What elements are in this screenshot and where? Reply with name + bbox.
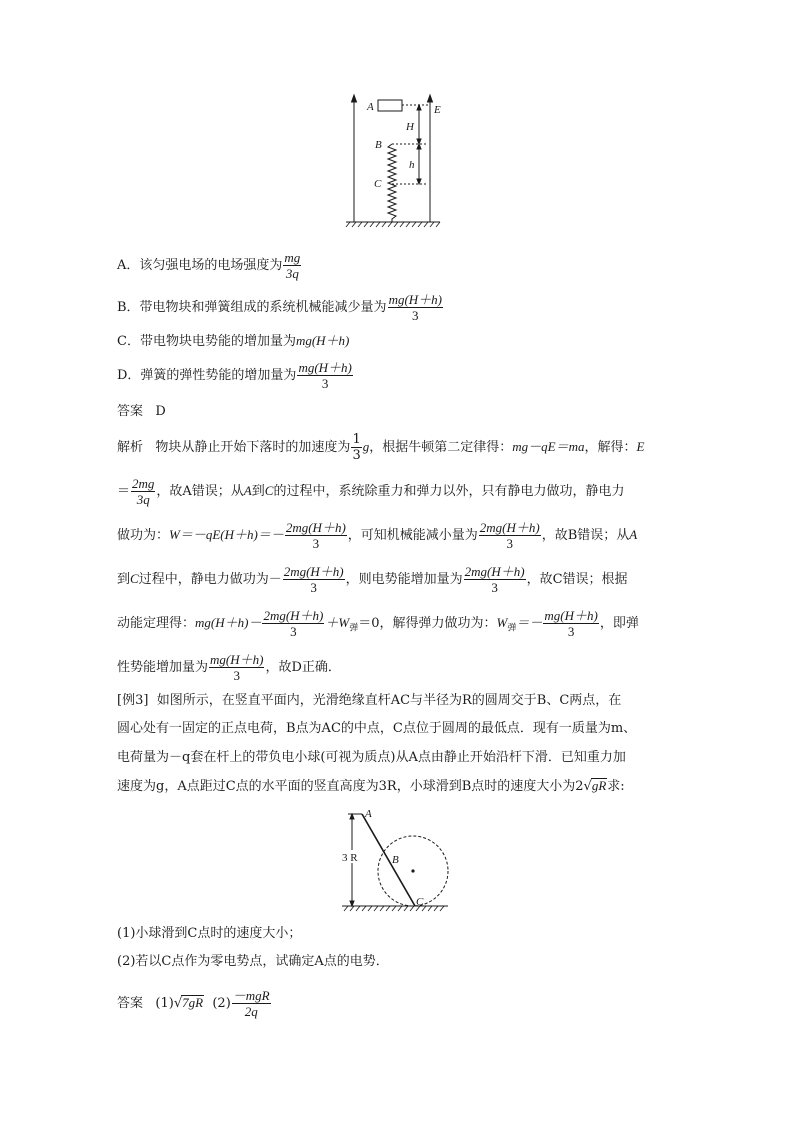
- fraction: $\frac{2mg(H+h)}{3}$: [285, 520, 346, 551]
- fraction: $\frac{2mg(H+h)}{3}$: [263, 608, 324, 639]
- option-c: C．带电物块电势能的增加量为mg(H＋h): [117, 333, 350, 349]
- analysis-line-5: 动能定理得：mg(H＋h)－ $\frac{2mg(H+h)}{3}$ $+W_弹=0$，解得弹力做功为：$W_弹=-$ $\frac{mg(H+h)}{3}$ ，即弹: [117, 608, 639, 639]
- label-e: E: [434, 104, 441, 116]
- fraction: $\frac{2mg(H+h)}{3}$: [479, 520, 540, 551]
- fraction: $\frac{\text{－mgR}}{2q}$: [232, 988, 270, 1019]
- figure-spring-field: [340, 92, 450, 228]
- label-b: B: [392, 854, 399, 866]
- analysis-line-1: 解析 物块从静止开始下落时的加速度为 $\frac{1}{3}$ g，根据牛顿第二定律得：mg－qE＝ma，解得：E: [117, 432, 645, 463]
- label-a: A: [367, 101, 374, 113]
- label-c: C: [374, 178, 382, 190]
- analysis-line-2: ＝ $\frac{2mg}{3q}$ ，故A错误；从A到C的过程中，系统除重力和弹力以外，只有静电力做功，静电力: [117, 476, 625, 507]
- analysis-line-4: 到C过程中，静电力做功为－ $\frac{2mg(H+h)}{3}$ ，则电势能增加量为 $\frac{2mg(H+h)}{3}$ ，故C错误；根据: [117, 564, 628, 595]
- example3-line-1: [例3] 如图所示，在竖直平面内，光滑绝缘直杆AC与半径为R的圆周交于B、C两点，在: [117, 693, 622, 708]
- fraction: $\frac{mg(H+h)}{3}$: [388, 292, 442, 323]
- rod-ac: [362, 814, 415, 906]
- label-b: B: [375, 139, 382, 151]
- option-a: A．该匀强电场的电场强度为 $\frac{mg}{3q}$: [117, 250, 301, 281]
- label-c: C: [416, 896, 424, 908]
- label-3r: 3 R: [342, 852, 358, 864]
- fraction: $\frac{2mg}{3q}$: [132, 476, 155, 507]
- analysis-line-6: 性势能增加量为 $\frac{mg(H+h)}{3}$ ，故D正确．: [117, 652, 341, 683]
- fraction: $\frac{2mg(H+h)}{3}$: [283, 564, 344, 595]
- fraction: $\frac{1}{3}$: [352, 432, 361, 463]
- example3-line-3: 电荷量为－q套在杆上的带负电小球(可视为质点)从A点由静止开始沿杆下滑．已知重力加: [117, 750, 626, 765]
- center-charge: [411, 869, 414, 872]
- option-d: D．弹簧的弹性势能的增加量为 $\frac{mg(H+h)}{3}$: [117, 360, 352, 391]
- label-h-big: H: [406, 121, 414, 133]
- answer-2: 答案 (1)√7gR (2) $\frac{\text{－mgR}}{2q}$: [117, 988, 270, 1019]
- answer-1: 答案 D: [117, 404, 166, 419]
- block-a: [378, 100, 402, 111]
- analysis-line-3: 做功为：W＝－qE(H＋h)＝－ $\frac{2mg(H+h)}{3}$ ，可知机械能减小量为 $\frac{2mg(H+h)}{3}$ ，故B错误；从A: [117, 520, 638, 551]
- fraction: $\frac{mg}{3q}$: [284, 250, 301, 281]
- fraction: $\frac{mg(H+h)}{3}$: [544, 608, 598, 639]
- question-1: (1)小球滑到C点时的速度大小；: [117, 926, 302, 941]
- option-b: B．带电物块和弹簧组成的系统机械能减少量为 $\frac{mg(H+h)}{3}$: [117, 292, 442, 323]
- label-h-small: h: [409, 159, 415, 171]
- spring: [388, 144, 396, 222]
- fraction: $\frac{mg(H+h)}{3}$: [298, 360, 352, 391]
- fraction: $\frac{mg(H+h)}{3}$: [210, 652, 264, 683]
- question-2: (2)若以C点作为零电势点，试确定A点的电势．: [117, 954, 389, 969]
- example3-line-4: 速度为g，A点距过C点的水平面的竖直高度为3R，小球滑到B点时的速度大小为2√gR求:: [117, 778, 625, 794]
- label-a: A: [365, 808, 372, 820]
- example-tag: [例3]: [117, 693, 149, 708]
- fraction: $\frac{2mg(H+h)}{3}$: [464, 564, 525, 595]
- example3-line-2: 圆心处有一固定的正点电荷，B点为AC的中点，C点位于圆周的最低点．现有一质量为m、: [117, 721, 637, 736]
- figure-rod-circle: [336, 806, 454, 912]
